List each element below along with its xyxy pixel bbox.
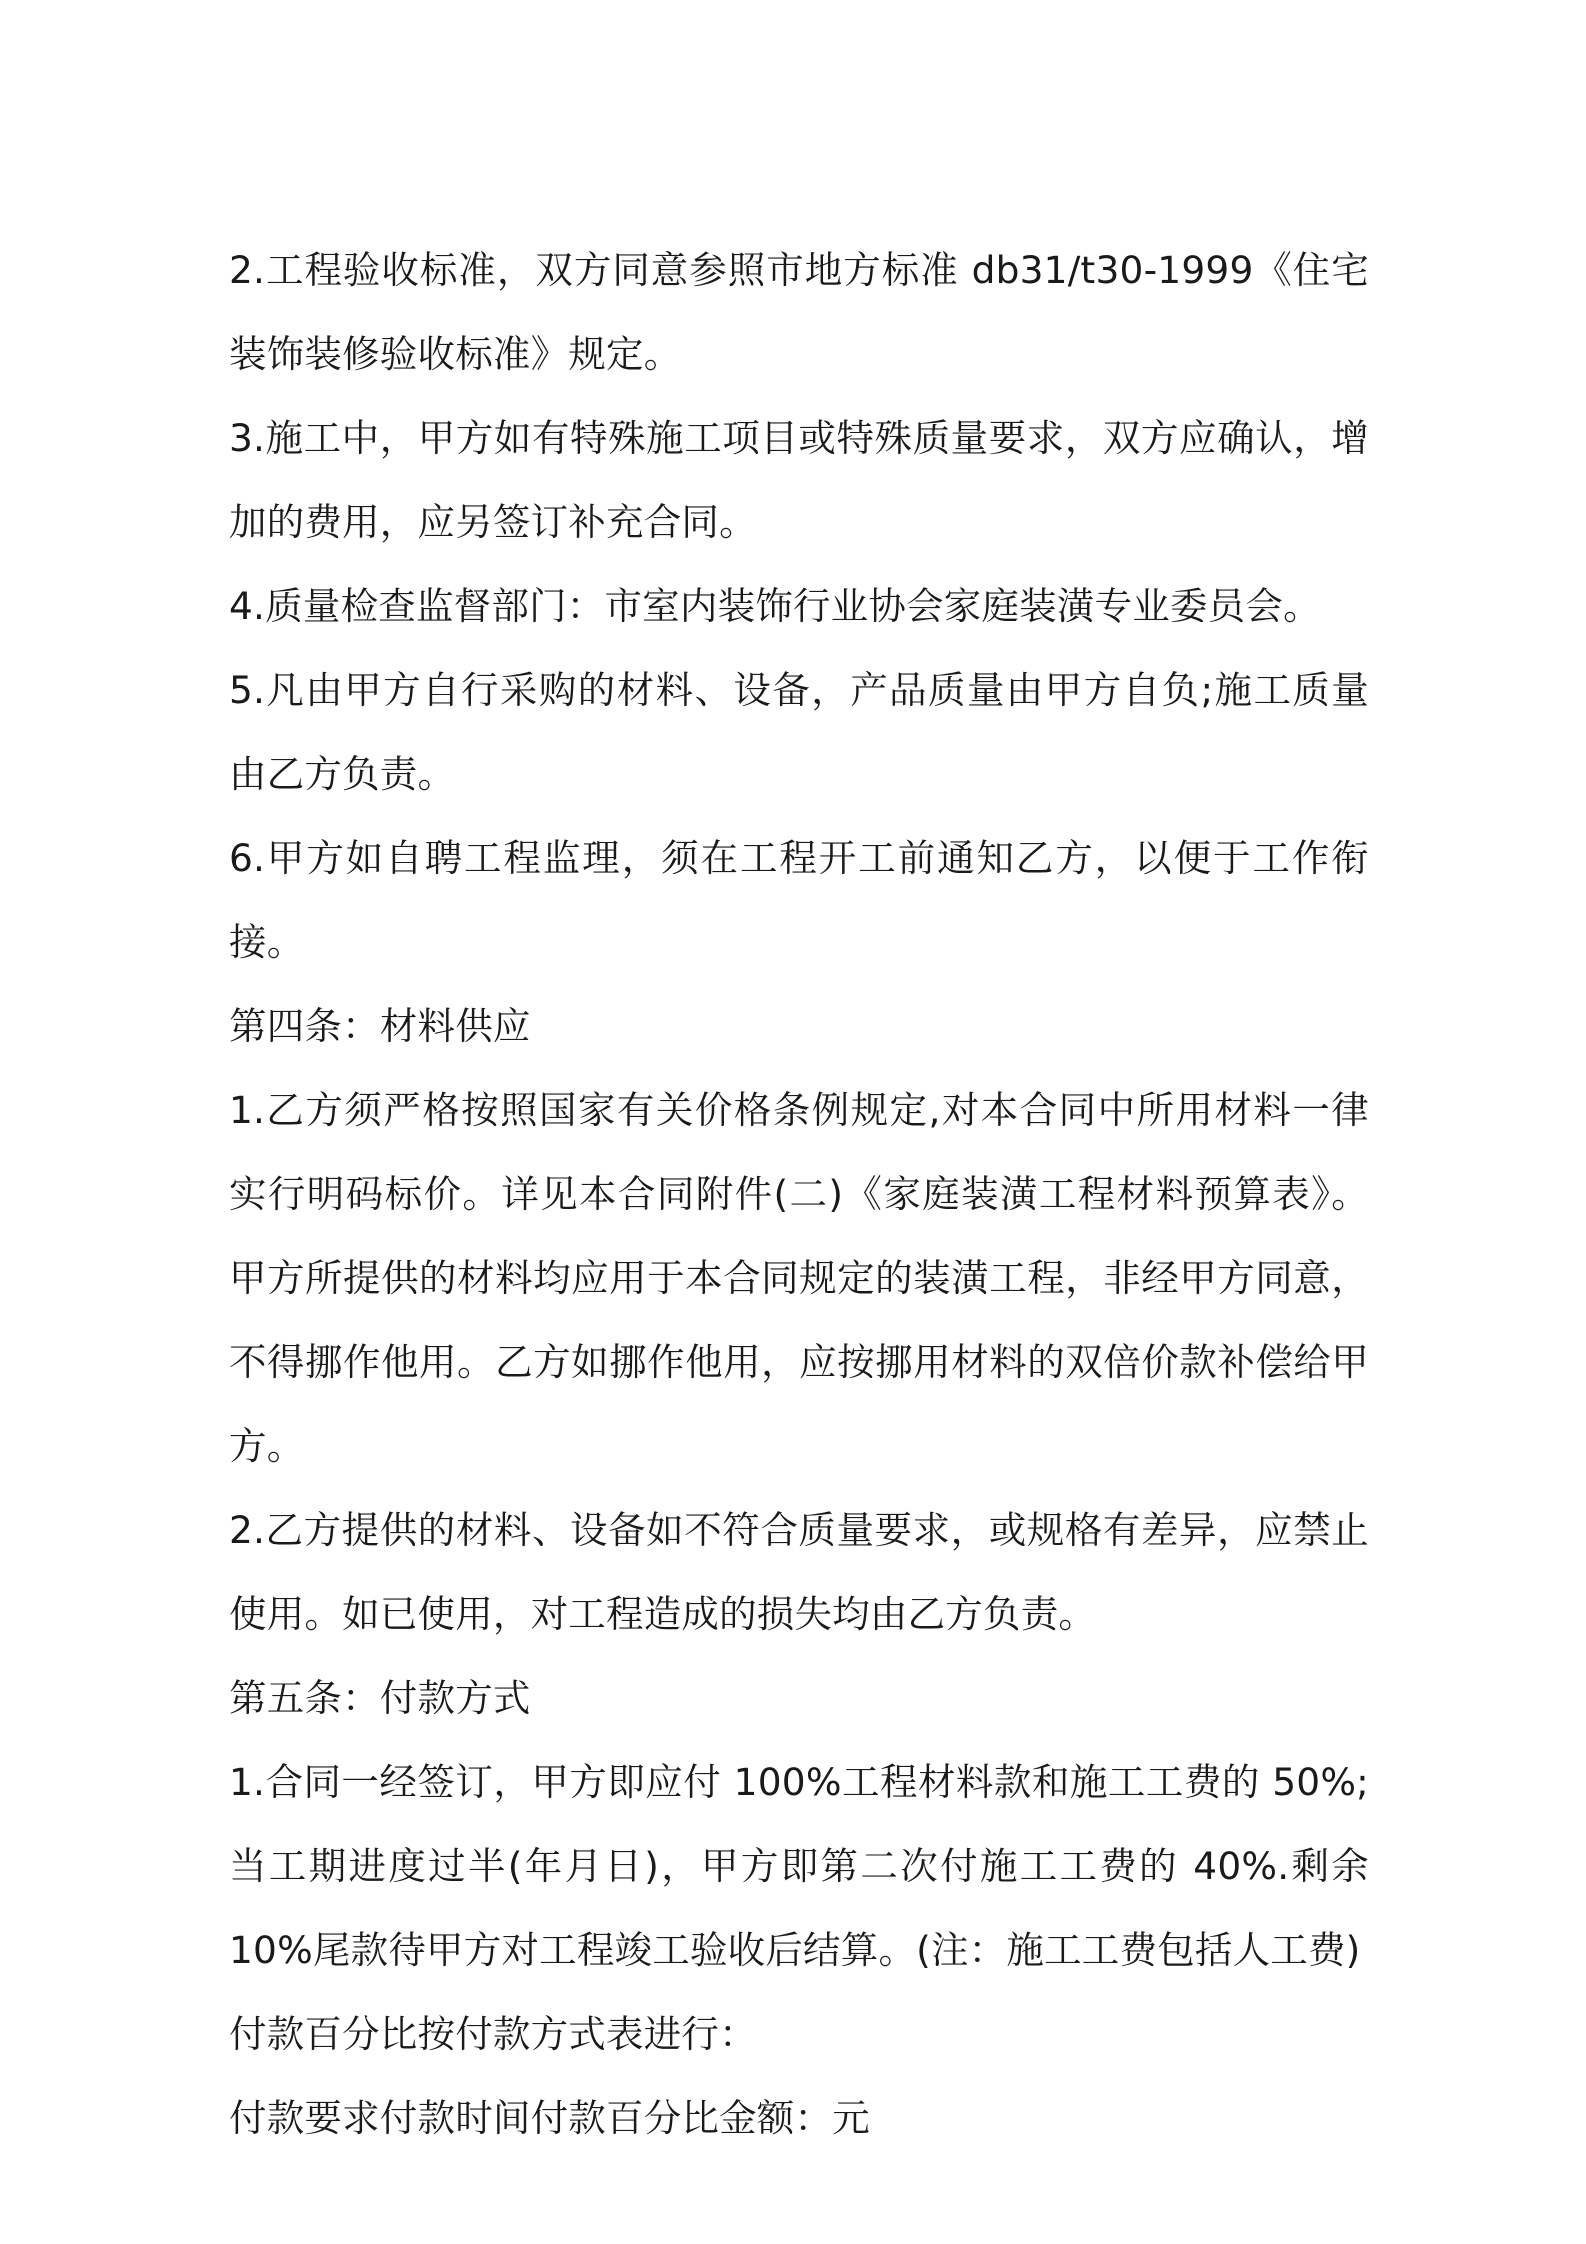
section-heading-payment: 第五条：付款方式 [229,1676,531,1720]
clause-material-pricing: 1.乙方须严格按照国家有关价格条例规定,对本合同中所用材料一律实行明码标价。详见本合同附件(二)《家庭装潢工程材料预算表》。甲方所提供的材料均应用于本合同规定的装潢工程，非经甲方同意，不得挪作他用。乙方如挪作他用，应按挪用材料的双倍价款补偿给甲方。 [229,1088,1369,1468]
clause-project-supervisor: 6.甲方如自聘工程监理，须在工程开工前通知乙方，以便于工作衔接。 [229,836,1369,964]
document-body [229,228,1369,2160]
clause-special-requirements: 3.施工中，甲方如有特殊施工项目或特殊质量要求，双方应确认，增加的费用，应另签订补充合同。 [229,416,1369,544]
section-heading-materials: 第四条：材料供应 [229,1004,531,1048]
clause-client-materials: 5.凡由甲方自行采购的材料、设备，产品质量由甲方自负;施工质量由乙方负责。 [229,668,1369,796]
clause-material-quality: 2.乙方提供的材料、设备如不符合质量要求，或规格有差异，应禁止使用。如已使用，对工程造成的损失均由乙方负责。 [229,1508,1369,1636]
payment-table-header: 付款要求付款时间付款百分比金额：元 [229,2096,870,2140]
clause-acceptance-standard: 2.工程验收标准，双方同意参照市地方标准 db31/t30-1999《住宅装饰装修验收标准》规定。 [229,248,1369,376]
clause-quality-supervision: 4.质量检查监督部门：市室内装饰行业协会家庭装潢专业委员会。 [229,584,1321,628]
payment-table-intro: 付款百分比按付款方式表进行： [229,2012,757,2056]
clause-payment-schedule: 1.合同一经签订，甲方即应付 100%工程材料款和施工工费的 50%;当工期进度过半(年月日)，甲方即第二次付施工工费的 40%.剩余 10%尾款待甲方对工程竣工验收后结算。(注：施工工费包括人工费) [229,1760,1369,1972]
